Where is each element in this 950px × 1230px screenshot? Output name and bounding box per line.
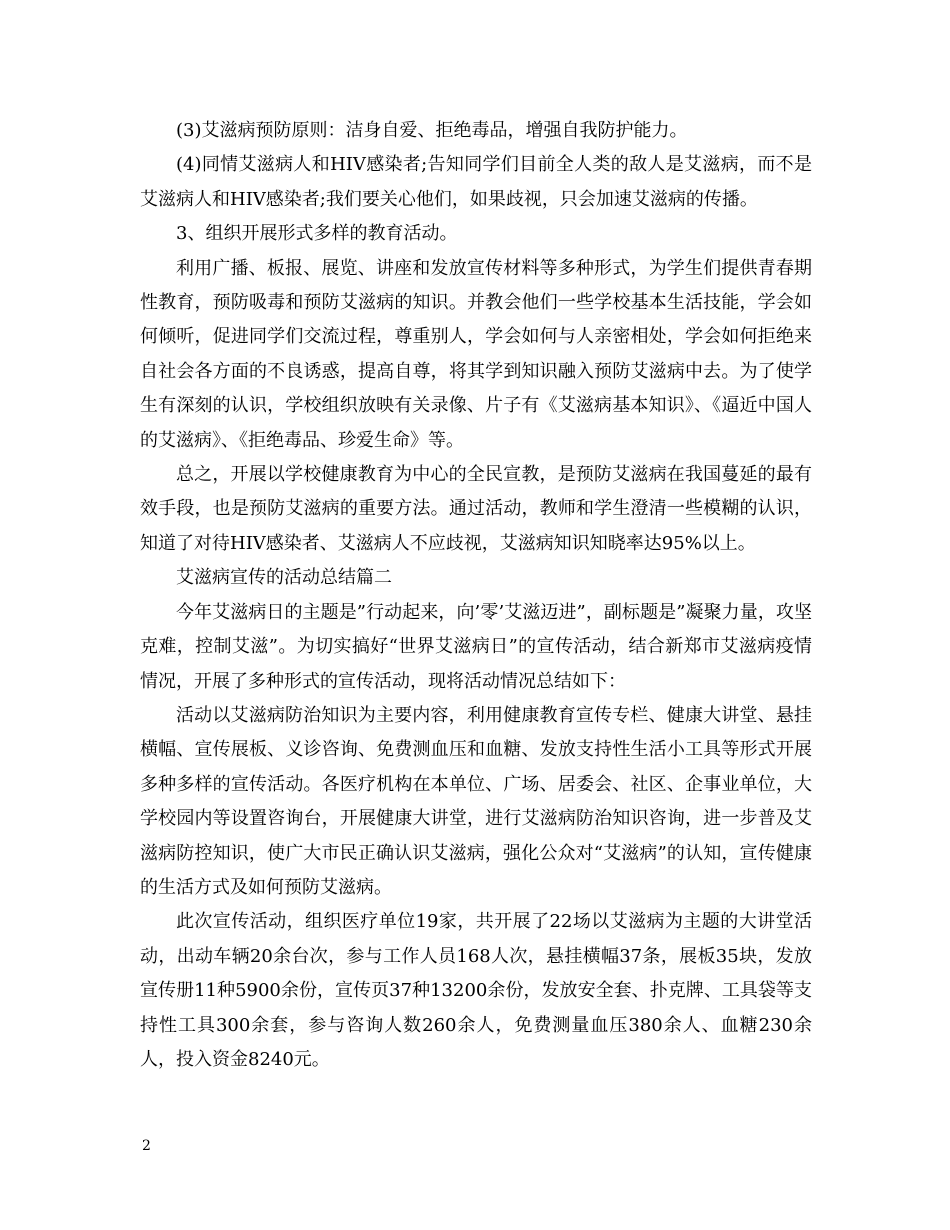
section-heading: 艾滋病宣传的活动总结篇二 (176, 567, 392, 589)
paragraph: 活动以艾滋病防治知识为主要内容，利用健康教育宣传专栏、健康大讲堂、悬挂横幅、宣传展板、义诊咨询、免费测血压和血糖、发放支持性生活小工具等形式开展多种多样的宣传活动。各医疗机构在本单位、广场、居委会、社区、企事业单位，大学校园内等设置咨询台，开展健康大讲堂，进行艾滋病防治知识咨询，进一步普及艾滋病防控知识，使广大市民正确认识艾滋病，强化公众对“艾滋病”的认知，宣传健康的生活方式及如何预防艾滋病。 (140, 704, 812, 898)
body-text (140, 114, 812, 1077)
page-number: 2 (142, 1138, 151, 1154)
paragraph: 总之，开展以学校健康教育为中心的全民宣教，是预防艾滋病在我国蔓延的最有效手段，也是预防艾滋病的重要方法。通过活动，教师和学生澄清一些模糊的认识，知道了对待HIV感染者、艾滋病人不应歧视，艾滋病知识知晓率达95%以上。 (140, 464, 812, 554)
paragraph: 此次宣传活动，组织医疗单位19家，共开展了22场以艾滋病为主题的大讲堂活动，出动车辆20余台次，参与工作人员168人次，悬挂横幅37条，展板35块，发放宣传册11种5900余份，宣传页37种13200余份，发放安全套、扑克牌、工具袋等支持性工具300余套，参与咨询人数260余人，免费测量血压380余人、血糖230余人，投入资金8240元。 (140, 911, 812, 1070)
paragraph: 今年艾滋病日的主题是”行动起来，向’零’艾滋迈进”，副标题是”凝聚力量，攻坚克难，控制艾滋”。为切实搞好“世界艾滋病日”的宣传活动，结合新郑市艾滋病疫情情况，开展了多种形式的宣传活动，现将活动情况总结如下： (140, 601, 812, 692)
paragraph: (3)艾滋病预防原则：洁身自爱、拒绝毒品，增强自我防护能力。 (176, 120, 688, 141)
paragraph: 3、组织开展形式多样的教育活动。 (176, 223, 458, 245)
paragraph: 利用广播、板报、展览、讲座和发放宣传材料等多种形式，为学生们提供青春期性教育，预防吸毒和预防艾滋病的知识。并教会他们一些学校基本生活技能，学会如何倾听，促进同学们交流过程，尊重别人，学会如何与人亲密相处，学会如何拒绝来自社会各方面的不良诱惑，提高自尊，将其学到知识融入预防艾滋病中去。为了使学生有深刻的认识，学校组织放映有关录像、片子有《艾滋病基本知识》、《逼近中国人的艾滋病》、《拒绝毒品、珍爱生命》等。 (140, 257, 812, 451)
paragraph: (4)同情艾滋病人和HIV感染者;告知同学们目前全人类的敌人是艾滋病，而不是艾滋病人和HIV感染者;我们要关心他们，如果歧视，只会加速艾滋病的传播。 (140, 154, 812, 210)
